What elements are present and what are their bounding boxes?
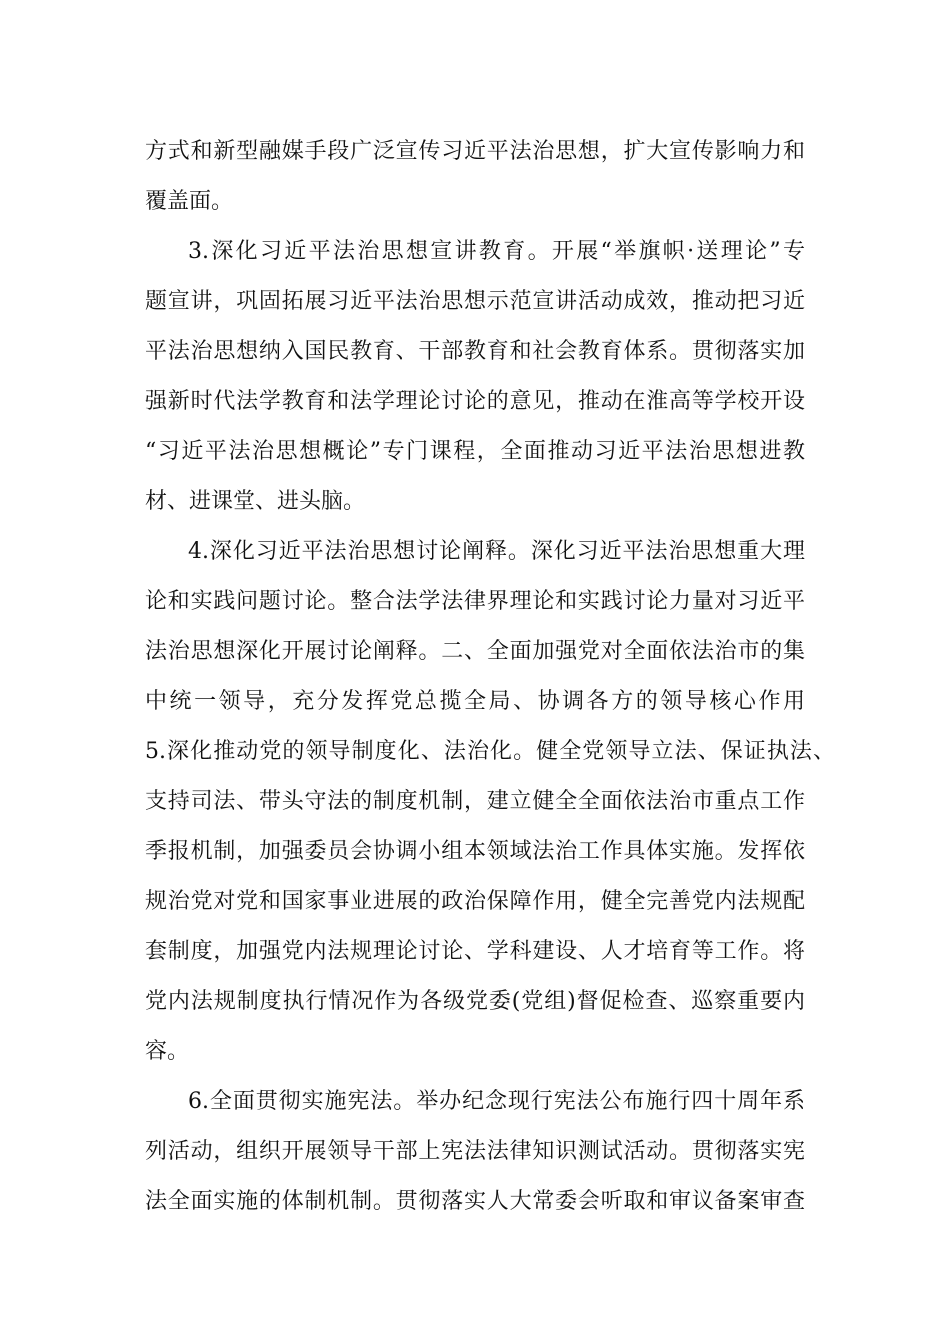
text-line-10: 论和实践问题讨论。整合法学法律界理论和实践讨论力量对习近平 [145, 589, 805, 614]
text-line-4: 题宣讲，巩固拓展习近平法治思想示范宣讲活动成效，推动把习近 [145, 289, 805, 314]
text-line-7: “习近平法治思想概论”专门课程，全面推动习近平法治思想进教 [145, 439, 805, 464]
text-line-12: 中统一领导，充分发挥党总揽全局、协调各方的领导核心作用 [145, 689, 805, 714]
text-line-1: 方式和新型融媒手段广泛宣传习近平法治思想，扩大宣传影响力和 [145, 139, 805, 164]
text-line-16: 规治党对党和国家事业进展的政治保障作用，健全完善党内法规配 [145, 889, 805, 914]
text-line-18: 党内法规制度执行情况作为各级党委(党组)督促检查、巡察重要内 [145, 989, 805, 1014]
text-line-14: 支持司法、带头守法的制度机制，建立健全全面依法治市重点工作 [145, 789, 805, 814]
paragraph-5-heading-line: 5.深化推动党的领导制度化、法治化。健全党领导立法、保证执法、 [145, 739, 835, 764]
text-line-6: 强新时代法学教育和法学理论讨论的意见，推动在淮高等学校开设 [145, 389, 805, 414]
text-line-5: 平法治思想纳入国民教育、干部教育和社会教育体系。贯彻落实加 [145, 339, 805, 364]
paragraph-4-heading-line: 4.深化习近平法治思想讨论阐释。深化习近平法治思想重大理 [188, 539, 805, 564]
text-line-2: 覆盖面。 [145, 189, 234, 214]
text-line-15: 季报机制，加强委员会协调小组本领域法治工作具体实施。发挥依 [145, 839, 805, 864]
text-line-17: 套制度，加强党内法规理论讨论、学科建设、人才培育等工作。将 [145, 939, 805, 964]
paragraph-6-heading-line: 6.全面贯彻实施宪法。举办纪念现行宪法公布施行四十周年系 [188, 1089, 805, 1114]
text-line-21: 列活动，组织开展领导干部上宪法法律知识测试活动。贯彻落实宪 [145, 1139, 805, 1164]
paragraph-3-heading-line: 3.深化习近平法治思想宣讲教育。开展“举旗帜·送理论”专 [188, 239, 805, 264]
text-line-22: 法全面实施的体制机制。贯彻落实人大常委会听取和审议备案审查 [145, 1189, 805, 1214]
text-line-11: 法治思想深化开展讨论阐释。二、全面加强党对全面依法治市的集 [145, 639, 805, 664]
text-line-8: 材、进课堂、进头脑。 [145, 489, 366, 514]
text-line-19: 容。 [145, 1039, 190, 1064]
